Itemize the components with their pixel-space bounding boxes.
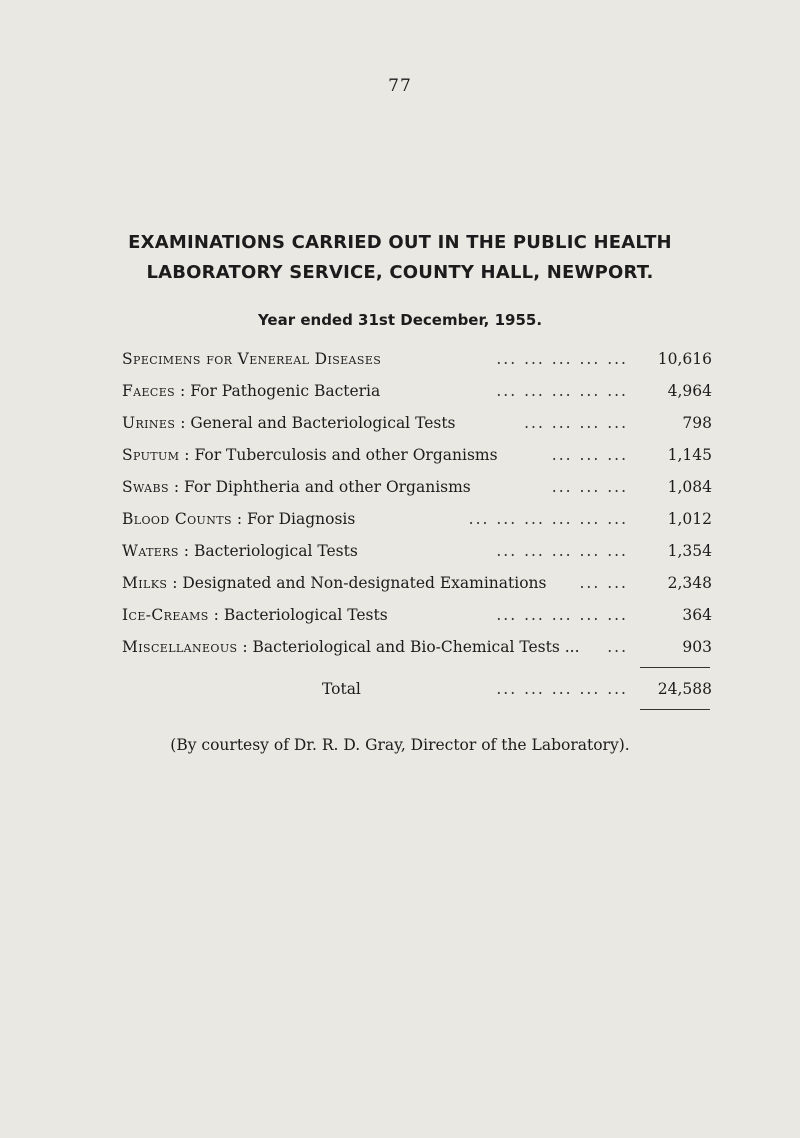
- total-label: Total: [322, 680, 361, 698]
- leader-dots: ... ...: [579, 574, 628, 592]
- row-value: 364: [682, 606, 712, 624]
- leader-dots: ... ... ... ... ... ...: [468, 510, 628, 528]
- total-value: 24,588: [657, 680, 712, 698]
- leader-dots: ... ... ... ... ...: [496, 606, 628, 624]
- table-row: Miscellaneous : Bacteriological and Bio-Chemical Tests ... ... 903: [122, 631, 712, 663]
- row-category: Waters: [122, 542, 179, 560]
- table-row: Ice-Creams : Bacteriological Tests ... ... ... ... ... 364: [122, 599, 712, 631]
- row-description: General and Bacteriological Tests: [190, 414, 456, 432]
- footnote: (By courtesy of Dr. R. D. Gray, Director of the Laboratory).: [170, 736, 630, 754]
- row-value: 1,145: [667, 446, 712, 464]
- leader-dots: ... ... ...: [551, 446, 628, 464]
- row-value: 1,084: [667, 478, 712, 496]
- row-description: For Tuberculosis and other Organisms: [194, 446, 498, 464]
- row-category: Swabs: [122, 478, 169, 496]
- table-row: Sputum : For Tuberculosis and other Organisms ... ... ... 1,145: [122, 439, 712, 471]
- total-row: [122, 673, 712, 705]
- table-row: Faeces : For Pathogenic Bacteria ... ... ... ... ... 4,964: [122, 375, 712, 407]
- leader-dots: ... ... ... ... ...: [496, 382, 628, 400]
- total-rule-top: [640, 667, 710, 668]
- row-category: Milks: [122, 574, 168, 592]
- leader-dots: ...: [607, 638, 628, 656]
- row-description: Bacteriological Tests: [193, 542, 358, 560]
- table-row: Urines : General and Bacteriological Tests ... ... ... ... 798: [122, 407, 712, 439]
- row-value: 2,348: [667, 574, 712, 592]
- page-title-line-2: LABORATORY SERVICE, COUNTY HALL, NEWPORT.: [146, 262, 654, 283]
- table-row: Blood Counts : For Diagnosis ... ... ... ... ... ... 1,012: [122, 503, 712, 535]
- table-row: [122, 343, 712, 375]
- row-value: 1,012: [667, 510, 712, 528]
- row-value: 10,616: [657, 350, 712, 368]
- row-value: 1,354: [667, 542, 712, 560]
- row-category: Faeces: [122, 382, 176, 400]
- row-category: Miscellaneous: [122, 638, 238, 656]
- leader-dots: ... ... ... ...: [524, 414, 628, 432]
- table-row: Waters : Bacteriological Tests ... ... ... ... ... 1,354: [122, 535, 712, 567]
- row-category: Urines: [122, 414, 176, 432]
- leader-dots: ... ... ... ... ...: [496, 542, 628, 560]
- total-rule-bottom: [640, 709, 710, 710]
- row-value: 903: [682, 638, 712, 656]
- page-number: 77: [388, 76, 412, 96]
- leader-dots: ... ... ... ... ...: [496, 350, 628, 368]
- row-category: Specimens for Venereal Diseases: [122, 350, 382, 368]
- table-row: Milks : Designated and Non-designated Examinations ... ... 2,348: [122, 567, 712, 599]
- table-row: Swabs : For Diphtheria and other Organisms ... ... ... 1,084: [122, 471, 712, 503]
- page-subtitle: Year ended 31st December, 1955.: [257, 311, 543, 329]
- row-description: Bacteriological Tests: [223, 606, 388, 624]
- examinations-table: [122, 343, 712, 663]
- leader-dots: ... ... ...: [551, 478, 628, 496]
- row-description: For Diphtheria and other Organisms: [184, 478, 471, 496]
- row-description: Designated and Non-designated Examinations: [182, 574, 547, 592]
- row-description: For Diagnosis: [247, 510, 356, 528]
- row-description: Bacteriological and Bio-Chemical Tests ...: [252, 638, 580, 656]
- row-category: Blood Counts: [122, 510, 232, 528]
- leader-dots: ... ... ... ... ...: [496, 680, 628, 698]
- page-title-line-1: EXAMINATIONS CARRIED OUT IN THE PUBLIC HEALTH: [128, 232, 672, 253]
- row-value: 798: [682, 414, 712, 432]
- row-category: Ice-Creams: [122, 606, 209, 624]
- row-category: Sputum: [122, 446, 180, 464]
- row-description: For Pathogenic Bacteria: [190, 382, 381, 400]
- row-value: 4,964: [667, 382, 712, 400]
